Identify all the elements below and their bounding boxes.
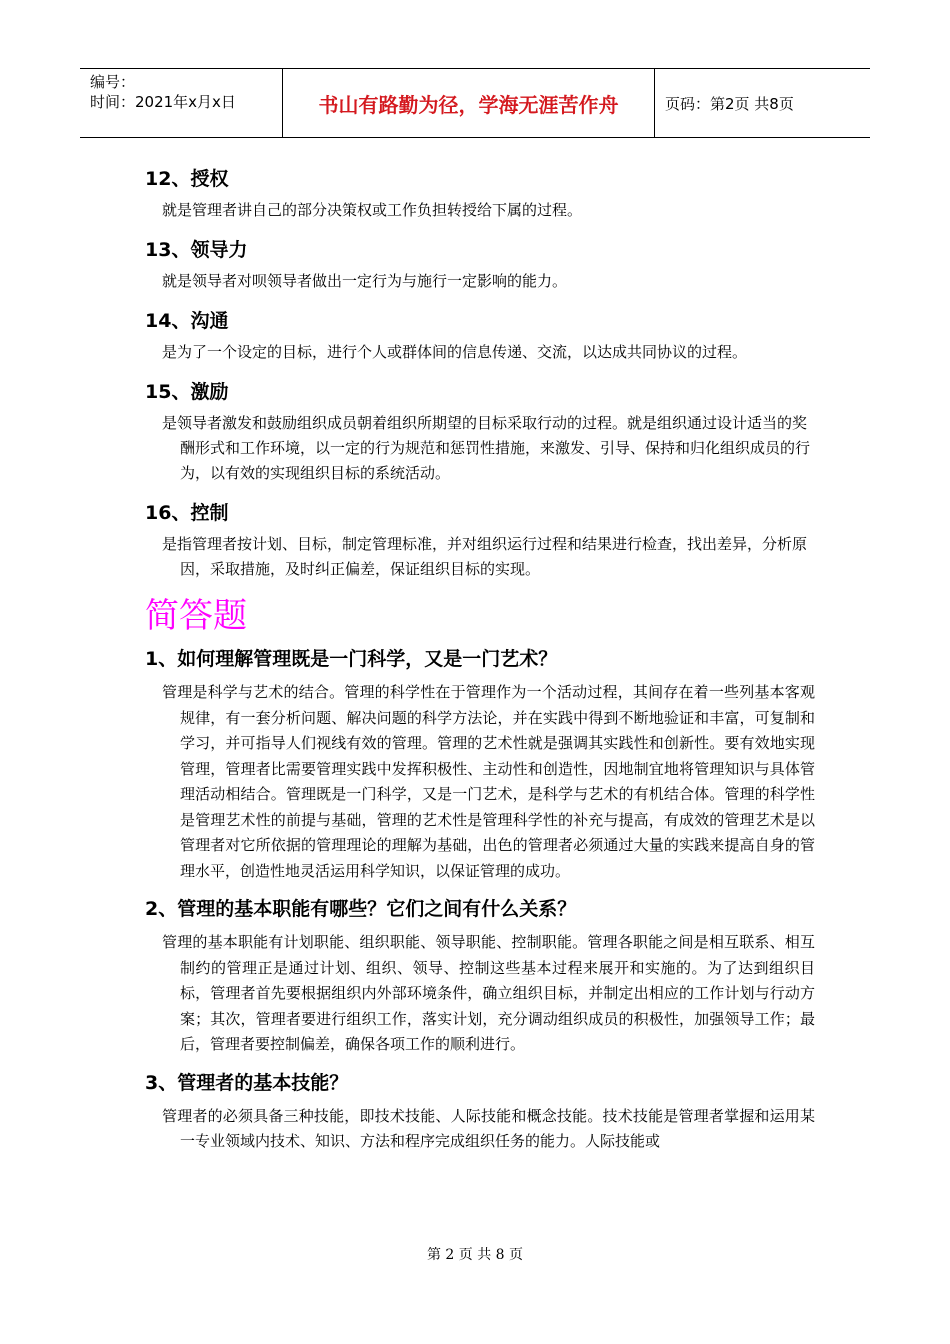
question-title: 2、管理的基本职能有哪些？它们之间有什么关系？	[145, 898, 577, 920]
question-answer: 管理的基本职能有计划职能、组织职能、领导职能、控制职能。管理各职能之间是相互联系、相互制约的管理正是通过计划、组织、领导、控制这些基本过程来展开和实施的。为了达到组织目标，管理者首先要根据组织内外部环境条件，确立组织目标，并制定出相应的工作计划与行动方案；其次，管理者要进行组织工作，落实计划，充分调动组织成员的积极性，加强领导工作；最后，管理者要控制偏差，确保各项工作的顺利进行。	[162, 933, 815, 1053]
document-date: 时间：2021年x月x日	[90, 93, 236, 111]
header-meta	[80, 69, 283, 137]
section-title: 简答题	[145, 596, 247, 636]
document-body	[145, 164, 815, 1165]
question-answer: 管理者的必须具备三种技能，即技术技能、人际技能和概念技能。技术技能是管理者掌握和运用某一专业领域内技术、知识、方法和程序完成组织任务的能力。人际技能或	[162, 1106, 815, 1150]
header-page-info: 页码：第2页 共8页	[665, 94, 794, 113]
term-title: 14、沟通	[145, 310, 229, 332]
term-definition: 是领导者激发和鼓励组织成员朝着组织所期望的目标采取行动的过程。就是组织通过设计适当的奖酬形式和工作环境，以一定的行为规范和惩罚性措施，来激发、引导、保持和归化组织成员的行为，以有效的实现组织目标的系统活动。	[162, 414, 811, 482]
document-number-label: 编号：	[90, 73, 136, 91]
question-title: 1、如何理解管理既是一门科学，又是一门艺术？	[145, 648, 558, 670]
term-title: 16、控制	[145, 502, 229, 524]
term-title: 15、激励	[145, 381, 229, 403]
question-answer: 管理是科学与艺术的结合。管理的科学性在于管理作为一个活动过程，其间存在着一些列基本客观规律，有一套分析问题、解决问题的科学方法论，并在实践中得到不断地验证和丰富，可复制和学习，并可指导人们视线有效的管理。管理的艺术性就是强调其实践性和创新性。要有效地实现管理，管理者比需要管理实践中发挥积极性、主动性和创造性，因地制宜地将管理知识与具体管理活动相结合。管理既是一门科学，又是一门艺术，是科学与艺术的有机结合体。管理的科学性是管理艺术性的前提与基础，管理的艺术性是管理科学性的补充与提高，有成效的管理艺术是以管理者对它所依据的管理理论的理解为基础，出色的管理者必须通过大量的实践来提高自身的管理水平，创造性地灵活运用科学知识，以保证管理的成功。	[162, 683, 815, 880]
question-title: 3、管理者的基本技能？	[145, 1071, 349, 1094]
term-definition: 是指管理者按计划、目标，制定管理标准，并对组织运行过程和结果进行检查，找出差异，分析原因，采取措施，及时纠正偏差，保证组织目标的实现。	[162, 535, 808, 578]
page-header	[80, 68, 870, 138]
term-definition: 是为了一个设定的目标，进行个人或群体间的信息传递、交流，以达成共同协议的过程。	[162, 343, 748, 361]
header-motto: 书山有路勤为径，学海无涯苦作舟	[283, 69, 655, 137]
term-title: 13、领导力	[145, 239, 248, 261]
term-title: 12、授权	[145, 168, 229, 190]
term-definition: 就是领导者对呗领导者做出一定行为与施行一定影响的能力。	[162, 272, 568, 290]
page-footer: 第 2 页 共 8 页	[426, 1247, 524, 1263]
term-definition: 就是管理者讲自己的部分决策权或工作负担转授给下属的过程。	[162, 201, 583, 219]
